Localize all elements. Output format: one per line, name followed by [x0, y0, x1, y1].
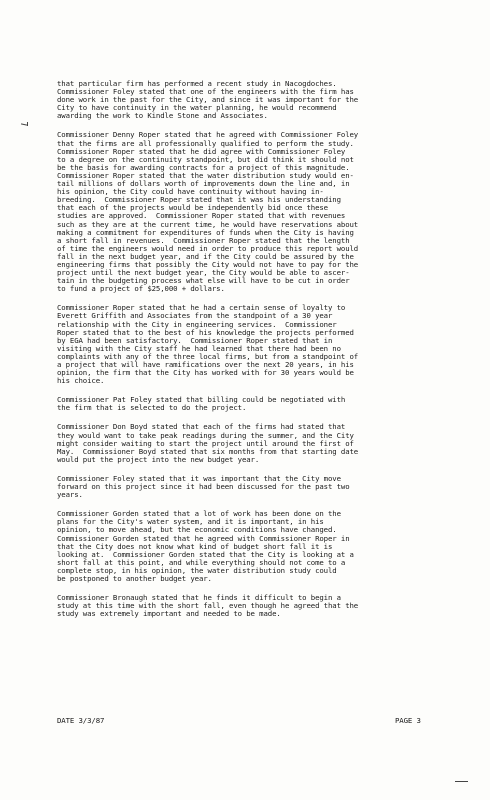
paragraph-boyd-peak-readings: Commissioner Don Boyd stated that each of the firms had stated that they would want to take peak readings during the summer, and the City might consider waiting to start the project until around the first of May. Commissioner Boyd stated that six months from that starting date would put the project into the new budget year.	[57, 422, 359, 464]
paragraph-roper-loyalty: Commissioner Roper stated that he had a certain sense of loyalty to Everett Griffith and Associates from the standpoint of a 30 year relationship with the City in engineering services. Commissioner Roper stated that to the best of his knowledge the projects performed by EGA had been satisfactory. Commissioner Roper stated that in visiting with the City staff he had learned that there had been no complaints with any of the three local firms, but from a standpoint of a project that will have ramifications over the next 20 years, in his opinion, the firm that the City has worked with for 30 years would be his choice.	[57, 303, 359, 386]
footer-page-number: PAGE 3	[395, 716, 421, 725]
minutes-body	[57, 80, 463, 629]
paragraph-bronaugh-difficult: Commissioner Bronaugh stated that he finds it difficult to begin a study at this time with the short fall, even though he agreed that the study was extremely important and needed to be made.	[57, 593, 359, 619]
paragraph-gorden-postpone: Commissioner Gorden stated that a lot of work has been done on the plans for the City's water system, and it is important, in his opinion, to move ahead, but the economic conditions have changed. Commissioner Gorden stated that he agreed with Commissioner Roper in that the City does not know what kind of budget short fall it is looking at. Commissioner Gorden stated that the City is looking at a short fall at this point, and while everything should not come to a complete stop, in his opinion, the water distribution study could be postponed to another budget year.	[57, 509, 354, 583]
paragraph-foley-billing: Commissioner Pat Foley stated that billing could be negotiated with the firm that is selected to do the project.	[57, 395, 346, 413]
paragraph-roper-continuity: Commissioner Denny Roper stated that he agreed with Commissioner Foley that the firms are all professionally qualified to perform the study. Commissioner Roper stated that he did agree with Commissioner Foley to a degree on the continuity standpoint, but did think it should not be the basis for awarding contracts for a project of this magnitude. Commissioner Roper stated that the water distribution study would en- tail millions of dollars worth of improvements down the line and, in his opinion, the City could have continuity without having in- breeding. Commissioner Roper stated that it was his understanding that each of the projects would be independently bid once these studies are approved. Commissioner Roper stated that with revenues such as they are at the current time, he would have reservations about making a commitment for expenditures of funds when the City is having a short fall in revenues. Commissioner Roper stated that the length of time the engineers would need in order to produce this report would fall in the next budget year, and if the City could be assured by the engineering firms that possibly the City would not have to pay for the project until the next budget year, the City would be able to ascer- tain in the budgeting process what else will have to be cut in order to fund a project of $25,000 + dollars.	[57, 130, 359, 294]
paragraph-foley-recommendation: that particular firm has performed a recent study in Nacogdoches. Commissioner Foley stated that one of the engineers with the firm has done work in the past for the City, and since it was important for the City to have continuity in the water planning, he would recommend awarding the work to Kindle Stone and Associates.	[57, 79, 359, 121]
paragraph-foley-move-forward: Commissioner Foley stated that it was important that the City move forward on this project since it had been discussed for the past two years.	[57, 473, 350, 500]
margin-mark	[27, 122, 28, 126]
scan-mark	[455, 781, 468, 782]
footer-date: DATE 3/3/87	[57, 716, 105, 725]
